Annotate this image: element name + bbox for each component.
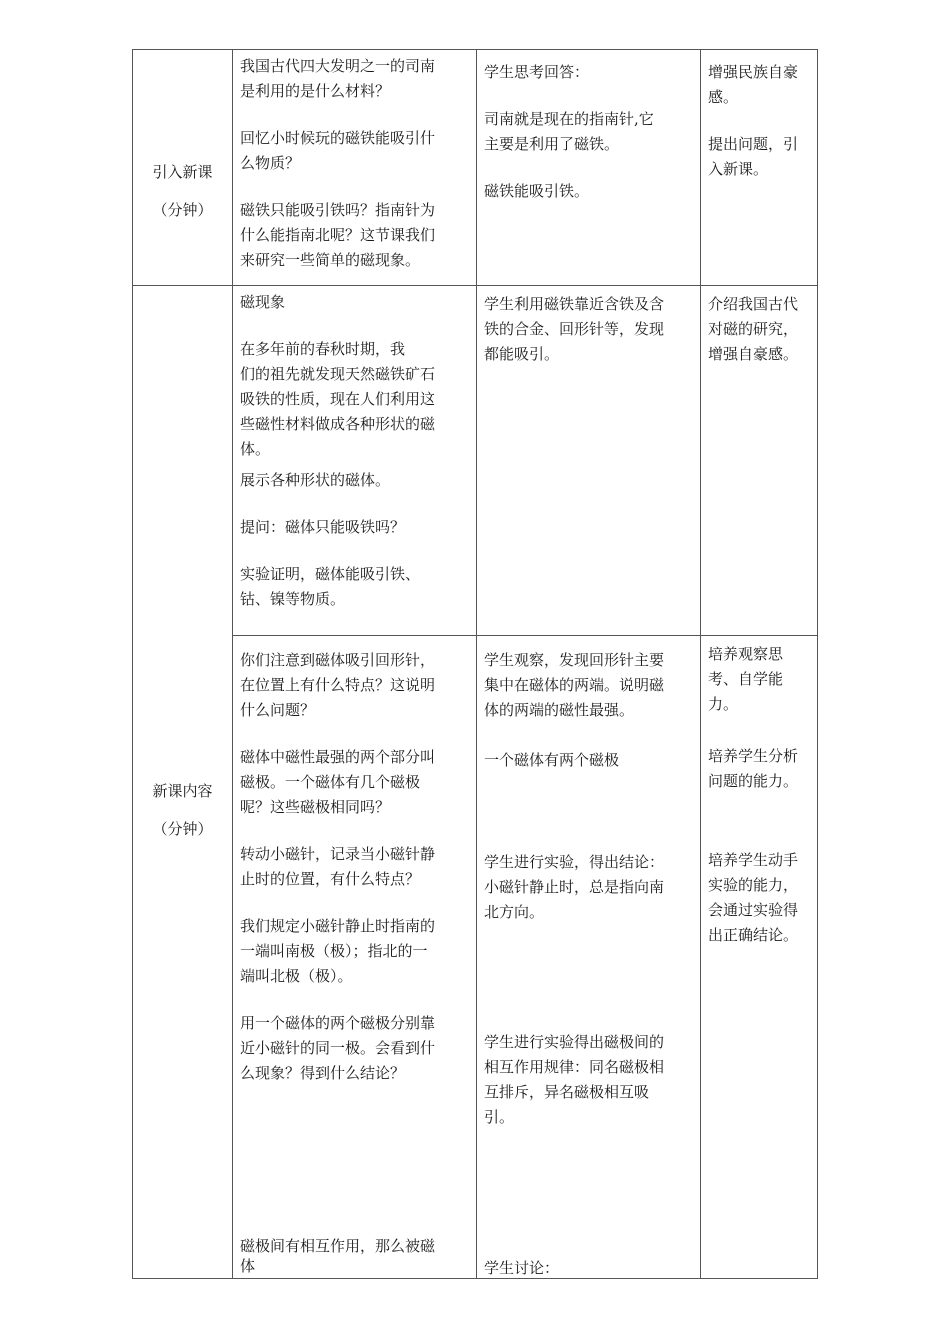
text-line: 体 (240, 1257, 256, 1275)
text-line: 增强自豪感。 (708, 345, 799, 363)
student-cell-magnetism (484, 292, 696, 367)
table-border-right (817, 49, 818, 1279)
intent-cell-magnetism (708, 292, 814, 367)
text-line: 止时的位置，有什么特点？ (240, 870, 421, 888)
student-cell-intro (484, 60, 696, 204)
teacher-cell-intro (240, 54, 472, 273)
text-line: 端叫北极（极）。 (240, 967, 353, 985)
text-line: 来研究一些简单的磁现象。 (240, 251, 421, 269)
text-line: 展示各种形状的磁体。 (240, 471, 391, 489)
teacher-cell-poles-tail (240, 1236, 472, 1276)
text-line: 在位置上有什么特点？这说明 (240, 676, 436, 694)
text-line: 磁现象 (240, 293, 286, 311)
text-line: 我国古代四大发明之一的司南 (240, 57, 436, 75)
text-line: 磁极。一个磁体有几个磁极 (240, 773, 421, 791)
text-line: 磁铁只能吸引铁吗？指南针为 (240, 201, 436, 219)
student-observe-text (484, 648, 696, 723)
text-line: 提问：磁体只能吸铁吗？ (240, 518, 406, 536)
text-line: 么现象？得到什么结论？ (240, 1064, 406, 1082)
stage-label-new-lesson (133, 765, 232, 856)
text-line: 培养学生动手 (708, 851, 799, 869)
text-line: 在多年前的春秋时期，我 (240, 340, 406, 358)
student-interaction-law-text (484, 1030, 696, 1130)
text-line: 互排斥，异名磁极相互吸 (484, 1083, 650, 1101)
text-line: 入新课。 (708, 160, 769, 178)
text-line: 们的祖先就发现天然磁铁矿石 (240, 365, 436, 383)
text-line: （分钟） (152, 201, 213, 219)
table-border-bottom (132, 1278, 818, 1279)
text-line: 一个磁体有两个磁极 (484, 751, 620, 769)
text-line: 新课内容 (152, 782, 213, 800)
text-line: 相互作用规律：同名磁极相 (484, 1058, 665, 1076)
row-divider-1 (132, 285, 818, 286)
text-line: 学生讨论： (484, 1259, 560, 1277)
text-line: 什么问题？ (240, 701, 316, 719)
student-two-poles-text (484, 748, 696, 773)
text-line: 实验的能力， (708, 876, 799, 894)
text-line: 提出问题，引 (708, 135, 799, 153)
student-needle-experiment-text (484, 850, 696, 925)
text-line: 出正确结论。 (708, 926, 799, 944)
text-line: 呢？这些磁极相同吗？ (240, 798, 391, 816)
text-line: 引。 (484, 1108, 515, 1126)
column-divider-2 (476, 49, 477, 1279)
text-line: 用一个磁体的两个磁极分别靠 (240, 1014, 436, 1032)
text-line: 集中在磁体的两端。说明磁 (484, 676, 665, 694)
text-line: 磁铁能吸引铁。 (484, 182, 590, 200)
text-line: 磁极间有相互作用，那么被磁 (240, 1237, 436, 1255)
text-line: 考、自学能 (708, 670, 784, 688)
stage-label-intro (133, 146, 232, 237)
intent-experiment-text (708, 848, 814, 948)
text-line: 对磁的研究， (708, 320, 799, 338)
text-line: 回忆小时候玩的磁铁能吸引什 (240, 129, 436, 147)
text-line: 学生进行实验，得出结论： (484, 853, 665, 871)
text-line: 学生利用磁铁靠近含铁及含 (484, 295, 665, 313)
text-line: 小磁针静止时，总是指向南 (484, 878, 665, 896)
text-line: 司南就是现在的指南针,它 (484, 110, 654, 128)
text-line: 实验证明，磁体能吸引铁、 (240, 565, 421, 583)
teacher-cell-poles (240, 648, 472, 1086)
text-line: 引入新课 (152, 163, 213, 181)
text-line: 么物质？ (240, 154, 301, 172)
text-line: 一端叫南极（极）；指北的一 (240, 942, 428, 960)
text-line: 铁的合金、回形针等，发现 (484, 320, 665, 338)
text-line: 培养观察思 (708, 645, 784, 663)
text-line: 什么能指南北呢？这节课我们 (240, 226, 436, 244)
text-line: 转动小磁针，记录当小磁针静 (240, 845, 436, 863)
student-discussion-text (484, 1258, 696, 1278)
intent-analysis-text (708, 744, 814, 794)
teacher-cell-magnetism (240, 290, 472, 612)
table-border-top (132, 49, 818, 50)
text-line: 体。 (240, 440, 271, 458)
text-line: 学生进行实验得出磁极间的 (484, 1033, 665, 1051)
row-divider-2 (232, 635, 818, 636)
text-line: 都能吸引。 (484, 345, 560, 363)
text-line: 会通过实验得 (708, 901, 799, 919)
text-line: 我们规定小磁针静止时指南的 (240, 917, 436, 935)
column-divider-1 (232, 49, 233, 1279)
text-line: 钴、镍等物质。 (240, 590, 346, 608)
text-line: 力。 (708, 695, 739, 713)
column-divider-3 (700, 49, 701, 1279)
text-line: 体的两端的磁性最强。 (484, 701, 635, 719)
text-line: 些磁性材料做成各种形状的磁 (240, 415, 436, 433)
text-line: 问题的能力。 (708, 772, 799, 790)
text-line: 主要是利用了磁铁。 (484, 135, 620, 153)
text-line: 北方向。 (484, 903, 545, 921)
intent-observe-text (708, 642, 814, 717)
text-line: 介绍我国古代 (708, 295, 799, 313)
text-line: 你们注意到磁体吸引回形针， (240, 651, 436, 669)
text-line: 培养学生分析 (708, 747, 799, 765)
text-line: 吸铁的性质，现在人们利用这 (240, 390, 436, 408)
text-line: 感。 (708, 88, 739, 106)
text-line: 是利用的是什么材料？ (240, 82, 391, 100)
text-line: 学生观察，发现回形针主要 (484, 651, 665, 669)
text-line: 学生思考回答： (484, 63, 590, 81)
text-line: 磁体中磁性最强的两个部分叫 (240, 748, 436, 766)
text-line: 增强民族自豪 (708, 63, 799, 81)
text-line: 近小磁针的同一极。会看到什 (240, 1039, 436, 1057)
intent-cell-intro (708, 60, 814, 182)
text-line: （分钟） (152, 820, 213, 838)
